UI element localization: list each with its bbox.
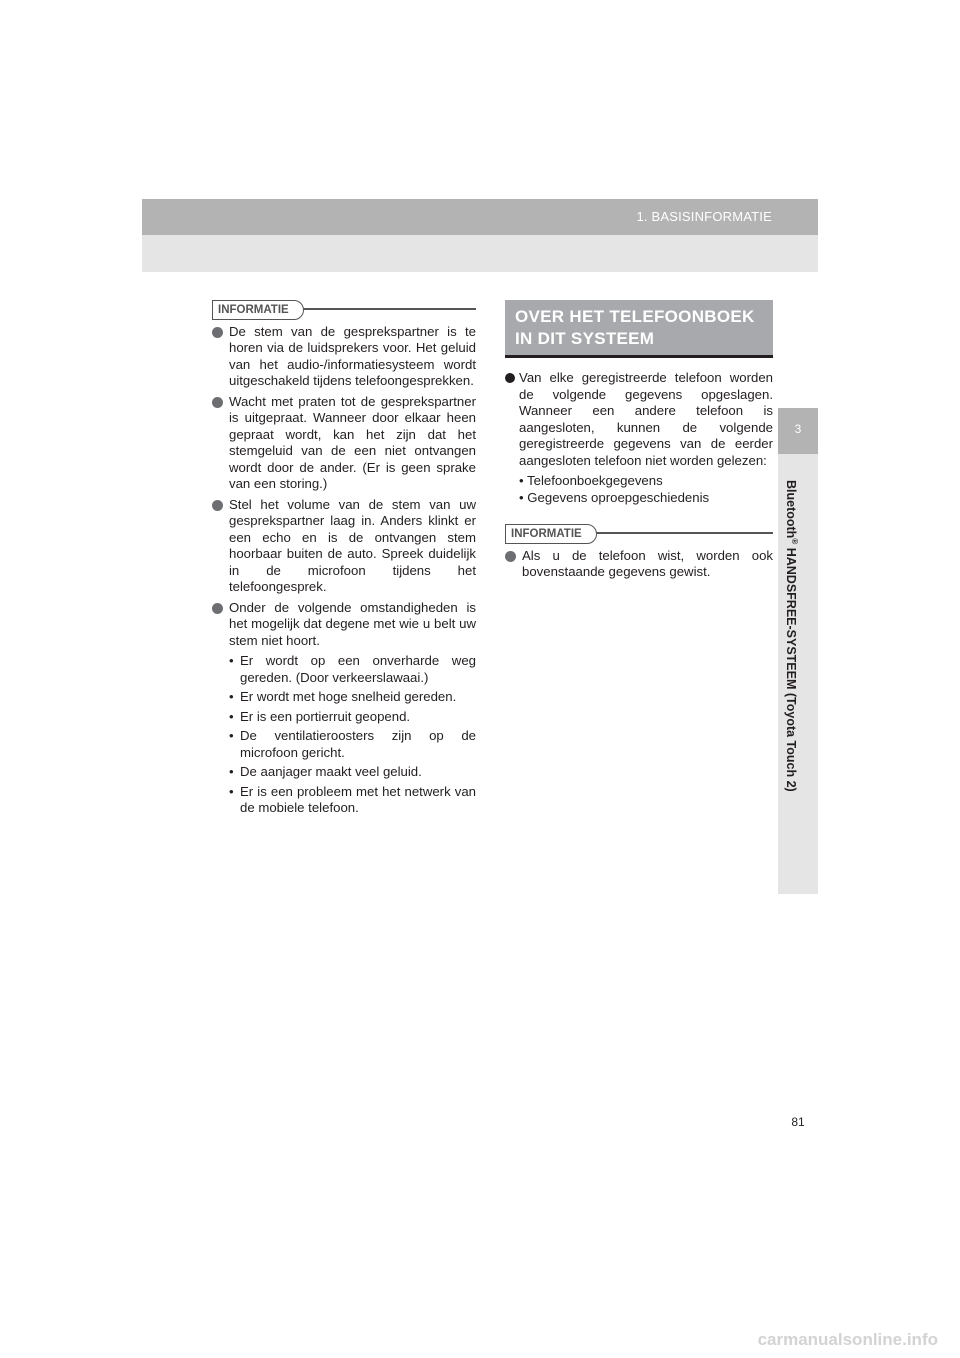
bullet-icon bbox=[212, 397, 223, 408]
bullet-icon bbox=[505, 373, 515, 383]
sub-item-text: Er wordt op een onverharde weg gereden. (Door verkeerslawaai.) bbox=[240, 653, 476, 685]
sub-item-text: Er wordt met hoge snelheid gereden. bbox=[240, 689, 457, 704]
info-item-text: Stel het volume van de stem van uw gesprekspartner laag in. Anders klinkt er een echo en is de ontvangen stem hoorbaar buiten de auto. Spreek duidelijk in de microfoon tijdens het telefoongesprek. bbox=[229, 496, 476, 594]
info-item bbox=[212, 497, 476, 596]
page-number: 81 bbox=[791, 1115, 805, 1129]
phonebook-item bbox=[505, 370, 773, 469]
chapter-tab bbox=[778, 408, 818, 454]
phonebook-text: Van elke geregistreerde telefoon worden de volgende gegevens opgeslagen. Wanneer een andere telefoon is aangesloten, kunnen de volgende geregistreerde gegevens van de eerder aangesloten telefoon niet worden gelezen: bbox=[519, 370, 773, 468]
sub-item-text: Er is een portierruit geopend. bbox=[240, 708, 411, 724]
chapter-number: 3 bbox=[794, 422, 802, 436]
section-header: OVER HET TELEFOONBOEK IN DIT SYSTEEM bbox=[505, 300, 773, 358]
bullet-icon bbox=[212, 327, 223, 338]
sub-item-text: Er is een probleem met het netwerk van de mobiele telefoon. bbox=[240, 783, 476, 815]
info-item-text: Wacht met praten tot de gesprekspartner is uitgepraat. Wanneer door elkaar heen gepraat wordt, kan het zijn dat het stemgeluid van de een niet ontvangen wordt door de ander. (Er is geen sprake van een storing.) bbox=[229, 393, 476, 491]
chapter-title bbox=[784, 480, 799, 792]
sub-item: • Er wordt op een onverharde weg gereden. (Door verkeerslawaai.) bbox=[229, 653, 476, 685]
bullet-icon bbox=[505, 551, 516, 562]
info-item bbox=[212, 600, 476, 650]
info-item bbox=[212, 324, 476, 390]
bullet-icon bbox=[212, 603, 223, 614]
registered-mark: ® bbox=[790, 538, 799, 545]
sub-item: • De aanjager maakt veel geluid. bbox=[229, 764, 422, 779]
info-item-text: De stem van de gesprekspartner is te horen via de luidsprekers voor. Het geluid van het audio-/informatiesysteem wordt uitgeschakeld tijdens telefoongesprekken. bbox=[229, 323, 476, 388]
info-badge: INFORMATIE bbox=[505, 524, 597, 544]
chapter-title-rest: HANDSFREE-SYSTEEM (Toyota Touch 2) bbox=[783, 544, 798, 792]
chapter-title-brand: Bluetooth bbox=[783, 480, 798, 539]
info-item bbox=[212, 394, 476, 493]
header-band-lower bbox=[142, 235, 818, 272]
watermark: carmanualsonline.info bbox=[757, 1330, 938, 1349]
sub-item: • De ventilatieroosters zijn op de microfoon gericht. bbox=[229, 728, 476, 760]
sub-item: • Er wordt met hoge snelheid gereden. bbox=[229, 689, 457, 704]
sub-item: • Er is een probleem met het netwerk van de mobiele telefoon. bbox=[229, 783, 476, 815]
left-column bbox=[212, 300, 476, 820]
sub-item: • Er is een portierruit geopend. bbox=[229, 708, 411, 724]
list-item: • Gegevens oproepgeschiedenis bbox=[519, 489, 710, 505]
right-column bbox=[505, 300, 773, 585]
info-item-text: Onder de volgende omstandigheden is het mogelijk dat degene met wie u belt uw stem niet hoort. bbox=[229, 599, 476, 648]
info-item bbox=[505, 548, 773, 581]
sub-item-text: De aanjager maakt veel geluid. bbox=[240, 764, 422, 779]
bullet-icon bbox=[212, 500, 223, 511]
header-band bbox=[142, 199, 818, 235]
sub-item-text: De ventilatieroosters zijn op de microfoon gericht. bbox=[240, 728, 476, 760]
info-badge: INFORMATIE bbox=[212, 300, 304, 320]
list-item: • Telefoonboekgegevens bbox=[519, 473, 663, 488]
section-heading: 1. BASISINFORMATIE bbox=[636, 209, 772, 224]
info-item-text: Als u de telefoon wist, worden ook bovenstaande gegevens gewist. bbox=[522, 547, 773, 579]
